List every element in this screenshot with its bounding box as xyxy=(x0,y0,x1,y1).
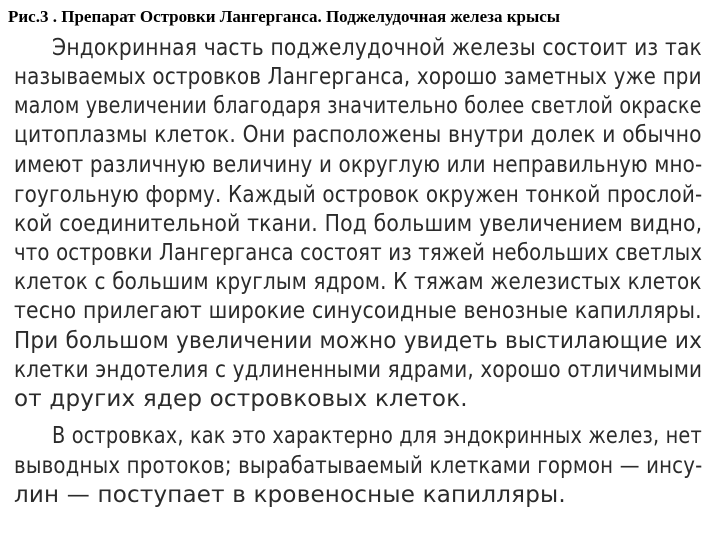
text-line: малом увеличении благодаря значительно более светлой окраске xyxy=(14,93,702,119)
text-line: клетки эндотелия с удлиненными ядрами, хорошо отличимыми xyxy=(14,357,703,383)
text-line: лин — поступает в кровеносные капилляры. xyxy=(14,482,566,508)
text-line: тесно прилегают широкие синусоидные венозные капилляры. xyxy=(14,298,702,324)
text-line: называемых островков Лангерганса, хорошо заметных уже при xyxy=(14,64,702,90)
figure-caption: Рис.3 . Препарат Островки Лангерганса. Поджелудочная железа крысы xyxy=(8,7,561,26)
scanned-text-block xyxy=(14,34,704,520)
text-line: клеток с большим круглым ядром. К тяжам железистых клеток xyxy=(14,269,702,295)
text-line: имеют различную величину и округлую или неправильную мно- xyxy=(14,152,703,178)
text-line: цитоплазмы клеток. Они расположены внутри долек и обычно xyxy=(14,122,702,148)
text-line: выводных протоков; вырабатываемый клетками гормон — инсу- xyxy=(14,453,703,479)
text-line: что островки Лангерганса состоят из тяжей небольших светлых xyxy=(14,240,703,266)
text-line: При большом увеличении можно увидеть выстилающие их xyxy=(14,328,703,354)
text-line: В островках, как это характерно для эндокринных желез, нет xyxy=(52,423,702,449)
text-line: Эндокринная часть поджелудочной железы состоит из так xyxy=(52,35,702,61)
text-line: кой соединительной ткани. Под большим увеличением видно, xyxy=(14,211,703,237)
text-line: гоугольную форму. Каждый островок окружен тонкой прослой- xyxy=(14,182,703,208)
text-line: от других ядер островковых клеток. xyxy=(14,386,468,412)
